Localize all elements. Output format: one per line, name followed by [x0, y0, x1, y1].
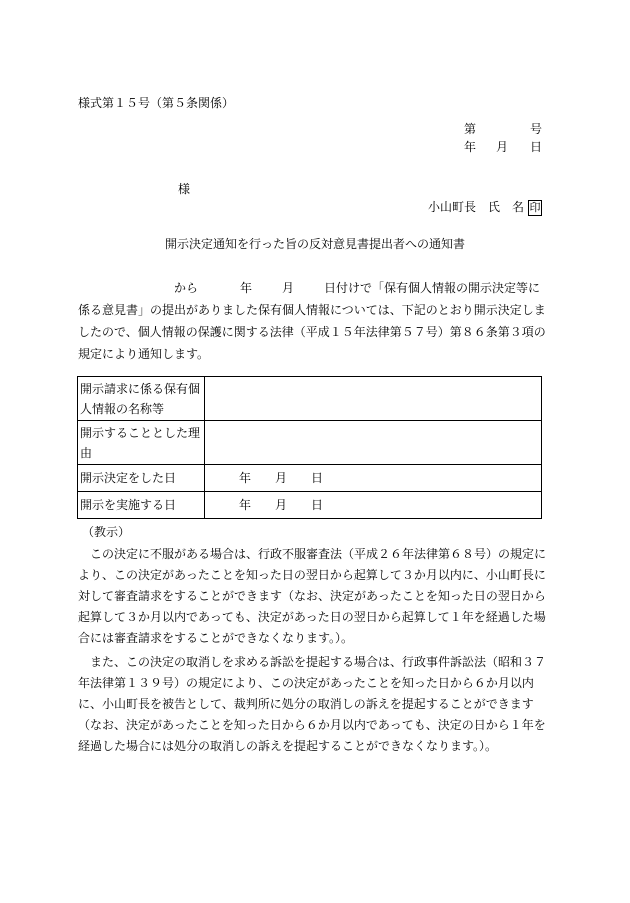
- table-row: [78, 377, 542, 421]
- table-label-implementation-date: 開示を実施する日: [78, 492, 205, 519]
- date-year-label: 年: [464, 140, 477, 154]
- body-rest: 見書」の提出がありました保有個人情報については、下記のとおり開示決定しましたので、個人情報の保護に関する法律（平成１５年法律第５７号）第８６条第３項の規定により通知します。: [78, 303, 546, 361]
- sender-title: 小山町長 氏 名: [428, 200, 525, 214]
- notice-paragraph-lawsuit: また、この決定の取消しを求める訴訟を提起する場合は、行政事件訴訟法（昭和３７年法律第１３９号）の規定により、この決定があったことを知った日から６か月以内に、小山町長を被告として、裁判所に処分の取消しの訴えを提起することができます（なお、決定があったことを知った日から６か月以内であっても、決定の日から１年を経過した場合には処分の取消しの訴えを提起することができなくなります。）。: [78, 655, 547, 753]
- disclosure-info-table: [77, 376, 542, 519]
- table-row: [78, 492, 542, 519]
- table-row: [78, 465, 542, 492]
- table-value-info-name: [205, 377, 542, 421]
- body-month: 月: [282, 281, 295, 295]
- table-label-decision-date: 開示決定をした日: [78, 465, 205, 492]
- seal-mark: 印: [529, 200, 541, 214]
- sender-block: [428, 199, 542, 216]
- date-day-label: 日: [530, 140, 543, 154]
- implementation-date-year: 年: [239, 498, 252, 512]
- document-number-prefix: 第: [464, 122, 477, 136]
- form-number-label: 様式第１５号（第５条関係）: [78, 96, 235, 110]
- table-row: [78, 421, 542, 465]
- body-kara: から: [174, 281, 199, 295]
- table-value-reason: [205, 421, 542, 465]
- table-value-implementation-date: [205, 492, 542, 519]
- implementation-date-month: 月: [275, 498, 288, 512]
- document-body: [78, 277, 551, 365]
- document-number-suffix: 号: [530, 122, 543, 136]
- decision-date-day: 日: [311, 471, 324, 485]
- body-line1-rest: 日付けで「保有個人情報の開示決定等に係る意: [78, 281, 541, 317]
- date-month-label: 月: [496, 140, 509, 154]
- decision-date-year: 年: [239, 471, 252, 485]
- table-value-decision-date: [205, 465, 542, 492]
- table-label-info-name: 開示請求に係る保有個人情報の名称等: [78, 377, 205, 421]
- notice-heading: （教示）: [82, 525, 131, 539]
- document-title: 開示決定通知を行った旨の反対意見書提出者への通知書: [164, 237, 465, 251]
- body-year: 年: [240, 281, 253, 295]
- implementation-date-day: 日: [311, 498, 324, 512]
- addressee-honorific: 様: [178, 182, 191, 196]
- decision-date-month: 月: [275, 471, 288, 485]
- notice-paragraph-appeal: この決定に不服がある場合は、行政不服審査法（平成２６年法律第６８号）の規定により、この決定があったことを知った日の翌日から起算して３か月以内に、小山町長に対して審査請求をすることができます（なお、決定があったことを知った日の翌日から起算して３か月以内であっても、決定があった日の翌日から起算して１年を経過した場合には審査請求をすることができなくなります。）。: [78, 547, 547, 645]
- table-label-reason: 開示することとした理由: [78, 421, 205, 465]
